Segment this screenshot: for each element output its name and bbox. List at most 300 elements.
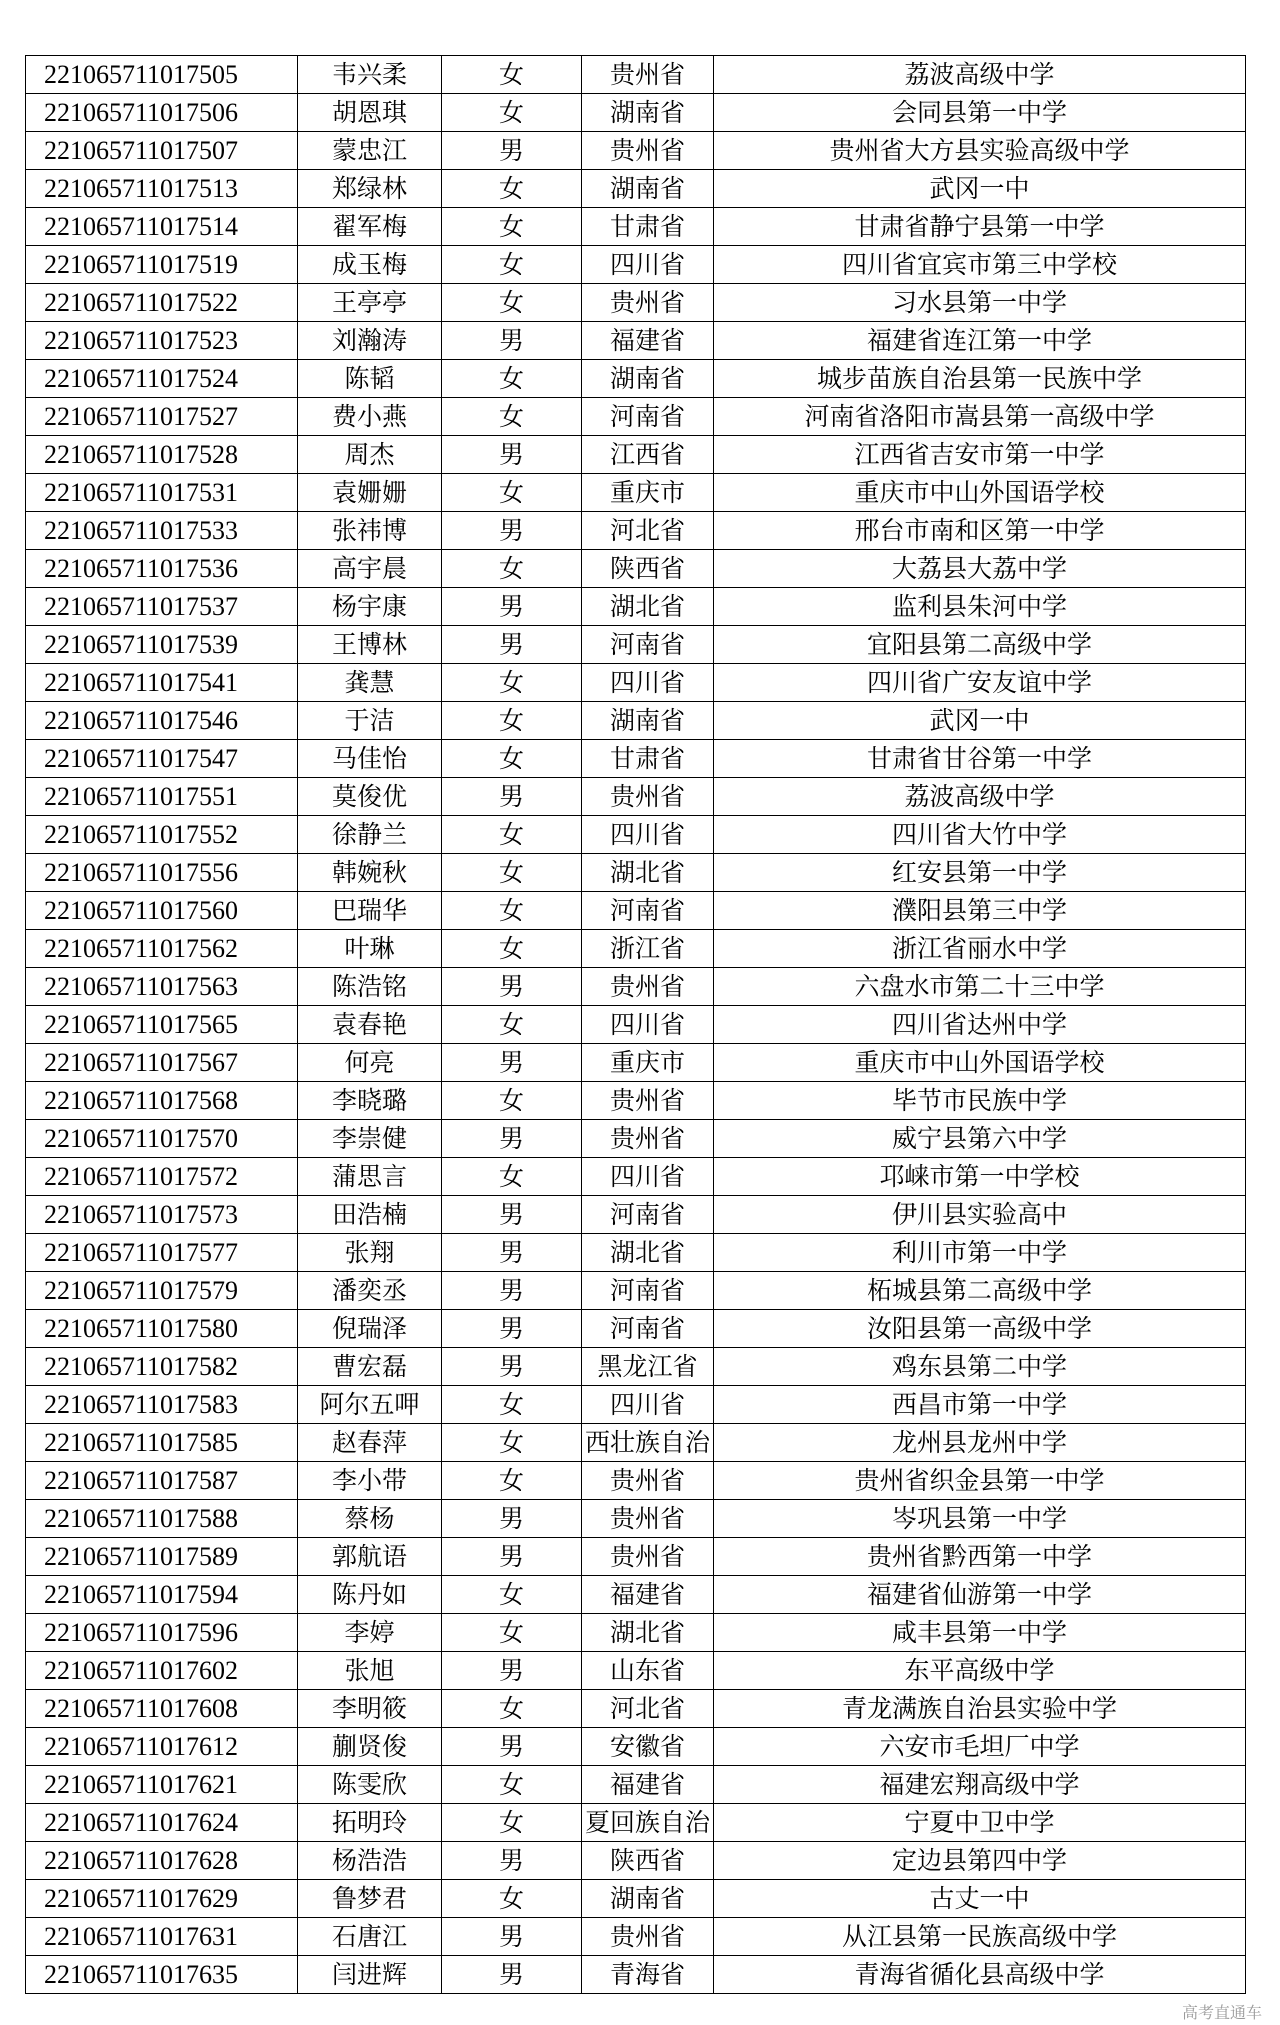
cell-school: 邢台市南和区第一中学 xyxy=(714,512,1246,550)
cell-province: 重庆市 xyxy=(582,474,714,512)
cell-school: 荔波高级中学 xyxy=(714,778,1246,816)
cell-exam-id: 221065711017527 xyxy=(26,398,298,436)
cell-school: 监利县朱河中学 xyxy=(714,588,1246,626)
cell-province: 四川省 xyxy=(582,1006,714,1044)
cell-gender: 男 xyxy=(442,626,582,664)
cell-gender: 女 xyxy=(442,664,582,702)
cell-name: 韦兴柔 xyxy=(298,56,442,94)
cell-school: 四川省大竹中学 xyxy=(714,816,1246,854)
cell-gender: 女 xyxy=(442,208,582,246)
cell-name: 李小带 xyxy=(298,1462,442,1500)
cell-exam-id: 221065711017562 xyxy=(26,930,298,968)
cell-exam-id: 221065711017608 xyxy=(26,1690,298,1728)
watermark-text: 高考直通车 xyxy=(1181,2003,1262,2022)
cell-gender: 男 xyxy=(442,588,582,626)
cell-gender: 男 xyxy=(442,1310,582,1348)
cell-province: 福建省 xyxy=(582,1766,714,1804)
cell-exam-id: 221065711017629 xyxy=(26,1880,298,1918)
cell-province: 河南省 xyxy=(582,1272,714,1310)
cell-school: 邛崃市第一中学校 xyxy=(714,1158,1246,1196)
cell-gender: 男 xyxy=(442,1842,582,1880)
cell-name: 龚慧 xyxy=(298,664,442,702)
cell-gender: 男 xyxy=(442,778,582,816)
cell-name: 杨浩浩 xyxy=(298,1842,442,1880)
cell-exam-id: 221065711017573 xyxy=(26,1196,298,1234)
table-row xyxy=(26,1614,1246,1652)
table-row xyxy=(26,246,1246,284)
table-row xyxy=(26,1880,1246,1918)
cell-exam-id: 221065711017560 xyxy=(26,892,298,930)
cell-province: 四川省 xyxy=(582,1158,714,1196)
cell-exam-id: 221065711017547 xyxy=(26,740,298,778)
cell-gender: 男 xyxy=(442,132,582,170)
cell-province: 河南省 xyxy=(582,892,714,930)
cell-exam-id: 221065711017505 xyxy=(26,56,298,94)
cell-gender: 女 xyxy=(442,1766,582,1804)
table-row xyxy=(26,512,1246,550)
cell-gender: 女 xyxy=(442,56,582,94)
cell-exam-id: 221065711017506 xyxy=(26,94,298,132)
table-row xyxy=(26,930,1246,968)
cell-exam-id: 221065711017551 xyxy=(26,778,298,816)
cell-exam-id: 221065711017513 xyxy=(26,170,298,208)
cell-name: 巴瑞华 xyxy=(298,892,442,930)
cell-name: 袁春艳 xyxy=(298,1006,442,1044)
cell-gender: 女 xyxy=(442,1576,582,1614)
cell-name: 田浩楠 xyxy=(298,1196,442,1234)
cell-name: 袁姗姗 xyxy=(298,474,442,512)
cell-name: 翟军梅 xyxy=(298,208,442,246)
cell-name: 蒙忠江 xyxy=(298,132,442,170)
cell-province: 湖北省 xyxy=(582,854,714,892)
cell-province: 湖南省 xyxy=(582,360,714,398)
table-row xyxy=(26,436,1246,474)
table-row xyxy=(26,588,1246,626)
table-row xyxy=(26,132,1246,170)
cell-province: 福建省 xyxy=(582,322,714,360)
cell-province: 贵州省 xyxy=(582,778,714,816)
table-row xyxy=(26,1576,1246,1614)
table-row xyxy=(26,284,1246,322)
cell-name: 倪瑞泽 xyxy=(298,1310,442,1348)
cell-gender: 男 xyxy=(442,322,582,360)
cell-gender: 女 xyxy=(442,398,582,436)
table-row xyxy=(26,892,1246,930)
cell-school: 会同县第一中学 xyxy=(714,94,1246,132)
cell-school: 江西省吉安市第一中学 xyxy=(714,436,1246,474)
cell-name: 何亮 xyxy=(298,1044,442,1082)
cell-school: 红安县第一中学 xyxy=(714,854,1246,892)
cell-school: 六安市毛坦厂中学 xyxy=(714,1728,1246,1766)
table-row xyxy=(26,1424,1246,1462)
cell-exam-id: 221065711017533 xyxy=(26,512,298,550)
cell-gender: 女 xyxy=(442,550,582,588)
cell-exam-id: 221065711017585 xyxy=(26,1424,298,1462)
cell-exam-id: 221065711017552 xyxy=(26,816,298,854)
cell-exam-id: 221065711017539 xyxy=(26,626,298,664)
cell-province: 湖北省 xyxy=(582,588,714,626)
cell-province: 西壮族自治 xyxy=(582,1424,714,1462)
cell-school: 西昌市第一中学 xyxy=(714,1386,1246,1424)
cell-province: 陕西省 xyxy=(582,550,714,588)
cell-name: 潘奕丞 xyxy=(298,1272,442,1310)
cell-gender: 男 xyxy=(442,512,582,550)
cell-province: 湖南省 xyxy=(582,94,714,132)
cell-school: 武冈一中 xyxy=(714,702,1246,740)
cell-exam-id: 221065711017612 xyxy=(26,1728,298,1766)
cell-province: 山东省 xyxy=(582,1652,714,1690)
cell-school: 古丈一中 xyxy=(714,1880,1246,1918)
cell-gender: 女 xyxy=(442,854,582,892)
table-row xyxy=(26,1044,1246,1082)
cell-school: 四川省宜宾市第三中学校 xyxy=(714,246,1246,284)
cell-gender: 男 xyxy=(442,1500,582,1538)
cell-province: 贵州省 xyxy=(582,132,714,170)
cell-gender: 女 xyxy=(442,1462,582,1500)
cell-gender: 女 xyxy=(442,474,582,512)
cell-school: 四川省达州中学 xyxy=(714,1006,1246,1044)
table-row xyxy=(26,1652,1246,1690)
cell-school: 柘城县第二高级中学 xyxy=(714,1272,1246,1310)
cell-province: 河北省 xyxy=(582,512,714,550)
cell-school: 福建省连江第一中学 xyxy=(714,322,1246,360)
cell-gender: 女 xyxy=(442,892,582,930)
cell-exam-id: 221065711017523 xyxy=(26,322,298,360)
cell-name: 郑绿林 xyxy=(298,170,442,208)
table-row xyxy=(26,854,1246,892)
cell-province: 贵州省 xyxy=(582,56,714,94)
table-row xyxy=(26,1310,1246,1348)
cell-school: 习水县第一中学 xyxy=(714,284,1246,322)
cell-gender: 男 xyxy=(442,1652,582,1690)
cell-exam-id: 221065711017631 xyxy=(26,1918,298,1956)
table-row xyxy=(26,94,1246,132)
table-row xyxy=(26,474,1246,512)
table-row xyxy=(26,1842,1246,1880)
table-row xyxy=(26,170,1246,208)
cell-exam-id: 221065711017594 xyxy=(26,1576,298,1614)
cell-province: 四川省 xyxy=(582,664,714,702)
table-row xyxy=(26,1272,1246,1310)
cell-exam-id: 221065711017536 xyxy=(26,550,298,588)
cell-name: 曹宏磊 xyxy=(298,1348,442,1386)
cell-name: 陈丹如 xyxy=(298,1576,442,1614)
cell-province: 贵州省 xyxy=(582,1462,714,1500)
table-row xyxy=(26,778,1246,816)
cell-name: 杨宇康 xyxy=(298,588,442,626)
admission-list-table xyxy=(25,55,1246,1994)
cell-exam-id: 221065711017583 xyxy=(26,1386,298,1424)
cell-province: 湖南省 xyxy=(582,170,714,208)
table-row xyxy=(26,740,1246,778)
cell-exam-id: 221065711017565 xyxy=(26,1006,298,1044)
table-row xyxy=(26,968,1246,1006)
table-row xyxy=(26,1500,1246,1538)
cell-school: 宜阳县第二高级中学 xyxy=(714,626,1246,664)
cell-exam-id: 221065711017531 xyxy=(26,474,298,512)
cell-province: 江西省 xyxy=(582,436,714,474)
cell-exam-id: 221065711017572 xyxy=(26,1158,298,1196)
cell-province: 四川省 xyxy=(582,816,714,854)
table-row xyxy=(26,1196,1246,1234)
table-row xyxy=(26,1234,1246,1272)
cell-province: 河南省 xyxy=(582,1196,714,1234)
cell-name: 韩婉秋 xyxy=(298,854,442,892)
cell-name: 阿尔五呷 xyxy=(298,1386,442,1424)
table-row xyxy=(26,360,1246,398)
table-row xyxy=(26,398,1246,436)
cell-province: 福建省 xyxy=(582,1576,714,1614)
cell-exam-id: 221065711017514 xyxy=(26,208,298,246)
cell-name: 陈韬 xyxy=(298,360,442,398)
cell-province: 湖北省 xyxy=(582,1614,714,1652)
cell-gender: 女 xyxy=(442,284,582,322)
cell-name: 郭航语 xyxy=(298,1538,442,1576)
cell-school: 甘肃省甘谷第一中学 xyxy=(714,740,1246,778)
cell-gender: 男 xyxy=(442,436,582,474)
cell-name: 李晓璐 xyxy=(298,1082,442,1120)
cell-province: 河南省 xyxy=(582,398,714,436)
cell-province: 河北省 xyxy=(582,1690,714,1728)
cell-name: 李崇健 xyxy=(298,1120,442,1158)
table-row xyxy=(26,208,1246,246)
table-row xyxy=(26,550,1246,588)
cell-exam-id: 221065711017568 xyxy=(26,1082,298,1120)
table-row xyxy=(26,56,1246,94)
cell-name: 莫俊优 xyxy=(298,778,442,816)
cell-gender: 女 xyxy=(442,360,582,398)
cell-school: 贵州省大方县实验高级中学 xyxy=(714,132,1246,170)
cell-exam-id: 221065711017580 xyxy=(26,1310,298,1348)
cell-gender: 女 xyxy=(442,1804,582,1842)
cell-province: 贵州省 xyxy=(582,1538,714,1576)
cell-name: 王博林 xyxy=(298,626,442,664)
cell-gender: 女 xyxy=(442,930,582,968)
cell-school: 武冈一中 xyxy=(714,170,1246,208)
cell-gender: 男 xyxy=(442,968,582,1006)
cell-province: 夏回族自治 xyxy=(582,1804,714,1842)
cell-gender: 女 xyxy=(442,170,582,208)
cell-gender: 男 xyxy=(442,1348,582,1386)
cell-gender: 男 xyxy=(442,1044,582,1082)
cell-school: 重庆市中山外国语学校 xyxy=(714,1044,1246,1082)
cell-name: 陈浩铭 xyxy=(298,968,442,1006)
cell-province: 安徽省 xyxy=(582,1728,714,1766)
cell-gender: 男 xyxy=(442,1538,582,1576)
cell-school: 毕节市民族中学 xyxy=(714,1082,1246,1120)
table-row xyxy=(26,1120,1246,1158)
cell-school: 利川市第一中学 xyxy=(714,1234,1246,1272)
cell-exam-id: 221065711017556 xyxy=(26,854,298,892)
cell-school: 贵州省织金县第一中学 xyxy=(714,1462,1246,1500)
cell-school: 六盘水市第二十三中学 xyxy=(714,968,1246,1006)
cell-school: 重庆市中山外国语学校 xyxy=(714,474,1246,512)
table-row xyxy=(26,702,1246,740)
cell-province: 贵州省 xyxy=(582,968,714,1006)
cell-school: 咸丰县第一中学 xyxy=(714,1614,1246,1652)
cell-exam-id: 221065711017587 xyxy=(26,1462,298,1500)
cell-gender: 女 xyxy=(442,1386,582,1424)
cell-name: 闫进辉 xyxy=(298,1956,442,1994)
cell-province: 四川省 xyxy=(582,246,714,284)
cell-gender: 男 xyxy=(442,1234,582,1272)
cell-province: 贵州省 xyxy=(582,1082,714,1120)
table-row xyxy=(26,816,1246,854)
table-row xyxy=(26,1348,1246,1386)
cell-school: 龙州县龙州中学 xyxy=(714,1424,1246,1462)
cell-name: 蔡杨 xyxy=(298,1500,442,1538)
cell-exam-id: 221065711017628 xyxy=(26,1842,298,1880)
cell-name: 徐静兰 xyxy=(298,816,442,854)
cell-gender: 女 xyxy=(442,1690,582,1728)
table-row xyxy=(26,1690,1246,1728)
cell-gender: 男 xyxy=(442,1956,582,1994)
cell-province: 四川省 xyxy=(582,1386,714,1424)
table-row xyxy=(26,1006,1246,1044)
table-row xyxy=(26,1082,1246,1120)
cell-name: 于洁 xyxy=(298,702,442,740)
cell-province: 湖南省 xyxy=(582,702,714,740)
cell-school: 浙江省丽水中学 xyxy=(714,930,1246,968)
cell-exam-id: 221065711017528 xyxy=(26,436,298,474)
cell-name: 鲁梦君 xyxy=(298,1880,442,1918)
cell-gender: 男 xyxy=(442,1728,582,1766)
cell-province: 湖南省 xyxy=(582,1880,714,1918)
cell-school: 宁夏中卫中学 xyxy=(714,1804,1246,1842)
cell-province: 青海省 xyxy=(582,1956,714,1994)
cell-school: 福建宏翔高级中学 xyxy=(714,1766,1246,1804)
cell-exam-id: 221065711017522 xyxy=(26,284,298,322)
cell-school: 定边县第四中学 xyxy=(714,1842,1246,1880)
cell-gender: 女 xyxy=(442,816,582,854)
cell-exam-id: 221065711017596 xyxy=(26,1614,298,1652)
cell-name: 蒲思言 xyxy=(298,1158,442,1196)
cell-gender: 女 xyxy=(442,1082,582,1120)
table-row xyxy=(26,1918,1246,1956)
cell-school: 东平高级中学 xyxy=(714,1652,1246,1690)
cell-name: 胡恩琪 xyxy=(298,94,442,132)
cell-name: 石唐江 xyxy=(298,1918,442,1956)
cell-school: 青海省循化县高级中学 xyxy=(714,1956,1246,1994)
cell-exam-id: 221065711017624 xyxy=(26,1804,298,1842)
cell-name: 刘瀚涛 xyxy=(298,322,442,360)
cell-school: 甘肃省静宁县第一中学 xyxy=(714,208,1246,246)
cell-school: 荔波高级中学 xyxy=(714,56,1246,94)
cell-province: 甘肃省 xyxy=(582,740,714,778)
cell-exam-id: 221065711017588 xyxy=(26,1500,298,1538)
cell-exam-id: 221065711017546 xyxy=(26,702,298,740)
table-row xyxy=(26,626,1246,664)
cell-gender: 女 xyxy=(442,246,582,284)
cell-exam-id: 221065711017507 xyxy=(26,132,298,170)
table-row xyxy=(26,664,1246,702)
cell-school: 汝阳县第一高级中学 xyxy=(714,1310,1246,1348)
cell-school: 四川省广安友谊中学 xyxy=(714,664,1246,702)
cell-exam-id: 221065711017541 xyxy=(26,664,298,702)
cell-name: 拓明玲 xyxy=(298,1804,442,1842)
table-row xyxy=(26,322,1246,360)
cell-name: 马佳怡 xyxy=(298,740,442,778)
cell-name: 赵春萍 xyxy=(298,1424,442,1462)
cell-province: 黑龙江省 xyxy=(582,1348,714,1386)
cell-province: 河南省 xyxy=(582,626,714,664)
cell-exam-id: 221065711017519 xyxy=(26,246,298,284)
cell-name: 张翔 xyxy=(298,1234,442,1272)
table-row xyxy=(26,1956,1246,1994)
cell-gender: 女 xyxy=(442,1158,582,1196)
cell-gender: 女 xyxy=(442,1880,582,1918)
cell-name: 李婷 xyxy=(298,1614,442,1652)
cell-province: 贵州省 xyxy=(582,284,714,322)
table-row xyxy=(26,1386,1246,1424)
cell-province: 重庆市 xyxy=(582,1044,714,1082)
cell-exam-id: 221065711017570 xyxy=(26,1120,298,1158)
cell-province: 河南省 xyxy=(582,1310,714,1348)
cell-name: 张旭 xyxy=(298,1652,442,1690)
cell-school: 濮阳县第三中学 xyxy=(714,892,1246,930)
cell-exam-id: 221065711017602 xyxy=(26,1652,298,1690)
cell-school: 岑巩县第一中学 xyxy=(714,1500,1246,1538)
cell-name: 周杰 xyxy=(298,436,442,474)
cell-gender: 男 xyxy=(442,1918,582,1956)
cell-province: 浙江省 xyxy=(582,930,714,968)
cell-name: 高宇晨 xyxy=(298,550,442,588)
cell-province: 陕西省 xyxy=(582,1842,714,1880)
cell-exam-id: 221065711017537 xyxy=(26,588,298,626)
cell-gender: 女 xyxy=(442,1006,582,1044)
cell-name: 费小燕 xyxy=(298,398,442,436)
table-row xyxy=(26,1728,1246,1766)
cell-province: 贵州省 xyxy=(582,1500,714,1538)
cell-gender: 女 xyxy=(442,702,582,740)
cell-gender: 女 xyxy=(442,1424,582,1462)
cell-province: 贵州省 xyxy=(582,1918,714,1956)
cell-exam-id: 221065711017589 xyxy=(26,1538,298,1576)
cell-school: 鸡东县第二中学 xyxy=(714,1348,1246,1386)
cell-exam-id: 221065711017635 xyxy=(26,1956,298,1994)
table-body xyxy=(26,56,1246,1994)
cell-gender: 女 xyxy=(442,94,582,132)
cell-school: 福建省仙游第一中学 xyxy=(714,1576,1246,1614)
cell-name: 陈雯欣 xyxy=(298,1766,442,1804)
cell-name: 成玉梅 xyxy=(298,246,442,284)
cell-gender: 女 xyxy=(442,1614,582,1652)
cell-school: 威宁县第六中学 xyxy=(714,1120,1246,1158)
cell-exam-id: 221065711017563 xyxy=(26,968,298,1006)
table-row xyxy=(26,1804,1246,1842)
cell-exam-id: 221065711017579 xyxy=(26,1272,298,1310)
cell-name: 李明筱 xyxy=(298,1690,442,1728)
cell-province: 甘肃省 xyxy=(582,208,714,246)
table-row xyxy=(26,1538,1246,1576)
cell-school: 贵州省黔西第一中学 xyxy=(714,1538,1246,1576)
cell-name: 王亭亭 xyxy=(298,284,442,322)
cell-exam-id: 221065711017567 xyxy=(26,1044,298,1082)
cell-gender: 男 xyxy=(442,1120,582,1158)
table-row xyxy=(26,1158,1246,1196)
cell-province: 湖北省 xyxy=(582,1234,714,1272)
cell-gender: 女 xyxy=(442,740,582,778)
cell-province: 贵州省 xyxy=(582,1120,714,1158)
cell-school: 河南省洛阳市嵩县第一高级中学 xyxy=(714,398,1246,436)
cell-school: 大荔县大荔中学 xyxy=(714,550,1246,588)
cell-gender: 男 xyxy=(442,1196,582,1234)
table-row xyxy=(26,1462,1246,1500)
cell-exam-id: 221065711017577 xyxy=(26,1234,298,1272)
cell-school: 青龙满族自治县实验中学 xyxy=(714,1690,1246,1728)
cell-name: 蒯贤俊 xyxy=(298,1728,442,1766)
table-row xyxy=(26,1766,1246,1804)
